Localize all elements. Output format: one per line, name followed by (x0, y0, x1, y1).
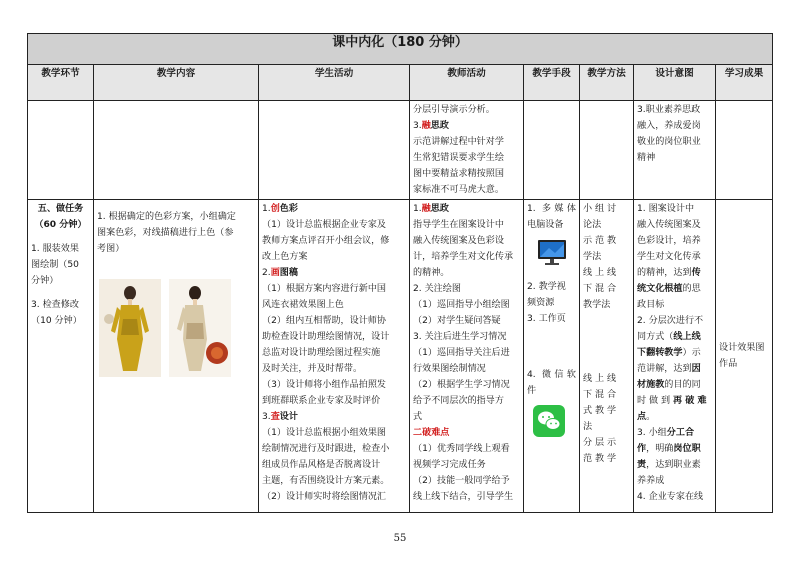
design-text: 政目标 (637, 300, 665, 310)
design-emphasis: 点 (637, 412, 647, 422)
row2-student (259, 200, 410, 513)
method-line: 示 范 教 (583, 236, 617, 246)
method-line: 下 混 合 (583, 284, 617, 294)
stage-item-2: 3. 检查修改 (31, 300, 79, 310)
design-line (637, 425, 712, 441)
lesson-plan-table (27, 33, 773, 513)
design-line (637, 377, 712, 393)
design-line (637, 313, 712, 329)
design-text: 的目的同 (664, 380, 701, 390)
design-line (637, 297, 712, 313)
design-emphasis: 岗位职 (673, 444, 701, 454)
header-method: 教学方法 (580, 65, 634, 101)
design-emphasis: 线上线 (673, 332, 701, 342)
means-line: 频资源 (527, 298, 555, 308)
highlight-char: 画 (270, 268, 280, 278)
method-list-top (583, 201, 630, 313)
design-emphasis: 材施教 (637, 380, 665, 390)
activity-step-title (413, 201, 520, 217)
table-title: 课中内化（180 分钟） (28, 34, 773, 65)
fashion-illustration-image (99, 279, 161, 377)
design-line (637, 473, 712, 489)
activity-line: 给予不同层次的指导方 (413, 396, 504, 406)
design-text: 同方式（ (637, 332, 674, 342)
stage-item-2: （10 分钟） (31, 316, 82, 326)
step-number: 2. (262, 268, 271, 278)
text-line: 融入，养成爱岗 (637, 121, 701, 131)
means-line: 2. 教学视 (527, 282, 566, 292)
design-text: 。 (646, 412, 656, 422)
activity-line: 式 (413, 412, 423, 422)
activity-line: （1）根据方案内容进行新中国 (262, 284, 387, 294)
activity-line: 绘制情况进行及时跟进，检查小 (262, 444, 390, 454)
design-line (637, 393, 712, 409)
content-line: 考图） (97, 244, 125, 254)
design-text: 时 做 到 (637, 396, 673, 406)
row2-teacher (410, 200, 524, 513)
activity-line: 线上线下结合，引导学生 (413, 492, 514, 502)
activity-line: （1）设计总监根据小组效果图 (262, 428, 387, 438)
step-title-text: 设计 (279, 412, 298, 422)
monitor-icon (537, 239, 576, 273)
step-title-text: 思政 (430, 204, 449, 214)
design-line (637, 345, 712, 361)
row2-content (94, 200, 259, 513)
row1-means (524, 101, 580, 200)
design-line (637, 233, 712, 249)
header-design-intent: 设计意图 (634, 65, 716, 101)
activity-line: 视频学习完成任务 (413, 460, 486, 470)
row2-outcome (716, 200, 773, 513)
stage-title: 五、做任务 (37, 204, 84, 214)
activity-line: 组成员作品风格是否脱离设计 (262, 460, 381, 470)
activity-line: （2）技能一般同学给予 (413, 476, 510, 486)
header-content: 教学内容 (94, 65, 259, 101)
design-emphasis: 下翻转教学 (637, 348, 683, 358)
method-line: 线 上 线 (583, 268, 617, 278)
design-text: 色彩设计，培养 (637, 236, 701, 246)
means-line: 3. 工作页 (527, 314, 566, 324)
header-means: 教学手段 (524, 65, 580, 101)
method-line: 小 组 讨 (583, 204, 617, 214)
row1-student (259, 101, 410, 200)
activity-step-title (262, 201, 406, 217)
stage-item-1: 分钟） (31, 276, 59, 286)
activity-line: 风连衣裙效果图上色 (262, 300, 344, 310)
row1-content (94, 101, 259, 200)
activity-line: 指导学生在图案设计中 (413, 220, 504, 230)
design-emphasis: 责 (637, 460, 647, 470)
row1-design (634, 101, 716, 200)
text-line: 敬业的岗位职业 (637, 137, 701, 147)
method-line: 法 (583, 422, 593, 432)
activity-line: （2）根据学生学习情况 (413, 380, 510, 390)
activity-line: （1）巡回指导小组绘图 (413, 300, 510, 310)
design-line (637, 249, 712, 265)
design-line (637, 329, 712, 345)
row2-method (580, 200, 634, 513)
header-teacher-activity: 教师活动 (410, 65, 524, 101)
method-line: 学法 (583, 252, 602, 262)
text-line: 精神 (637, 153, 656, 163)
highlight-char: 融 (421, 121, 431, 131)
design-text: 融入传统图案及 (637, 220, 701, 230)
activity-line: 总监对设计助理绘图过程实施 (262, 348, 381, 358)
step-title-text: 色彩 (279, 204, 298, 214)
design-text: 2. 分层次进行不 (637, 316, 704, 326)
highlight-char: 创 (270, 204, 280, 214)
activity-line: 及时关注，并及时帮带。 (262, 364, 363, 374)
design-line (637, 361, 712, 377)
design-text: 3. 小组 (637, 428, 667, 438)
row1-outcome (716, 101, 773, 200)
text-line: 分层引导演示分析。 (413, 105, 495, 115)
design-text: ，明确 (646, 444, 674, 454)
row1-method (580, 101, 634, 200)
activity-line: 主题，有否围绕设计方案元素。 (262, 476, 390, 486)
activity-line: 计，培养学生对文化传承 (413, 252, 514, 262)
highlight-char: 融 (421, 204, 431, 214)
row1-stage (28, 101, 94, 200)
design-emphasis: 再 破 难 (672, 396, 707, 406)
design-line (637, 489, 712, 505)
activity-line: 3. 关注后进生学习情况 (413, 332, 507, 342)
method-line: 线 上 线 (583, 374, 617, 384)
text-line: 家标准不可马虎大意。 (413, 185, 504, 195)
method-line: 下 混 合 (583, 390, 617, 400)
activity-line: 2. 关注绘图 (413, 284, 461, 294)
step-number: 3. (262, 412, 271, 422)
design-text: ）示 (682, 348, 701, 358)
activity-line: （2）对学生疑问答疑 (413, 316, 501, 326)
activity-line: 行效果图绘制情况 (413, 364, 486, 374)
design-emphasis: 统文化根植 (637, 284, 683, 294)
means-line: 1. 多媒体 (527, 204, 576, 214)
method-line: 范 教 学 (583, 454, 617, 464)
text-line: 生常犯错误要求学生绘 (413, 153, 504, 163)
design-text: 1. 图案设计中 (637, 204, 695, 214)
activity-line: （2）组内互相帮助，设计师协 (262, 316, 387, 326)
design-text: 的思 (682, 284, 701, 294)
method-line: 教学法 (583, 300, 611, 310)
design-text: 4. 企业专家在线 (637, 492, 704, 502)
header-student-activity: 学生活动 (259, 65, 410, 101)
design-emphasis: 作 (637, 444, 647, 454)
design-line (637, 265, 712, 281)
activity-red-title: 二破难点 (413, 428, 450, 438)
activity-line: 到班群联系企业专家及时评价 (262, 396, 381, 406)
step-number: 1. (413, 204, 422, 214)
design-text: 范讲解，达到 (637, 364, 692, 374)
activity-step-title (262, 409, 406, 425)
design-line (637, 441, 712, 457)
activity-line: （1）设计总监根据企业专家及 (262, 220, 387, 230)
means-line: 4. 微信软 (527, 370, 576, 380)
text-line: 3.职业素养思政 (637, 105, 701, 115)
design-text: 学生对文化传承 (637, 252, 701, 262)
activity-line: 改上色方案 (262, 252, 308, 262)
stage-item-1: 1. 服装效果 (31, 244, 79, 254)
stage-item-1: 图绘制（50 (31, 260, 79, 270)
page-number: 55 (393, 533, 407, 544)
design-line (637, 201, 712, 217)
outcome-line: 设计效果图 (719, 343, 765, 353)
header-stage: 教学环节 (28, 65, 94, 101)
content-line: 图案色彩，对线描稿进行上色（参 (97, 228, 234, 238)
method-line: 分 层 示 (583, 438, 617, 448)
method-list-bottom (583, 371, 630, 467)
activity-line: （1）巡回指导关注后进 (413, 348, 510, 358)
design-text: 的精神，达到 (637, 268, 692, 278)
header-row (28, 65, 773, 101)
activity-line: （3）设计师将小组作品拍照发 (262, 380, 387, 390)
stage-duration: （60 分钟） (34, 220, 87, 230)
step-title-text: 图稿 (279, 268, 298, 278)
fashion-illustration-image (169, 279, 231, 377)
highlight-char: 查 (270, 412, 280, 422)
student-activity-list (262, 201, 406, 505)
activity-step-title (262, 265, 406, 281)
row1-teacher (410, 101, 524, 200)
row2-design (634, 200, 716, 513)
outcome-line: 作品 (719, 359, 738, 369)
design-intent-list (637, 201, 712, 505)
step-number: 1. (262, 204, 271, 214)
activity-line: （1）优秀同学线上观看 (413, 444, 510, 454)
method-line: 式 教 学 (583, 406, 617, 416)
text-line: 3.融思政 (413, 121, 449, 131)
design-line (637, 281, 712, 297)
design-line (637, 217, 712, 233)
header-outcome: 学习成果 (716, 65, 773, 101)
means-line: 件 (527, 386, 537, 396)
design-emphasis: 因 (691, 364, 701, 374)
design-emphasis: 传 (691, 268, 701, 278)
method-line: 论法 (583, 220, 602, 230)
table-row (28, 101, 773, 200)
design-line (637, 409, 712, 425)
activity-line: 的精神。 (413, 268, 450, 278)
activity-line: 融入传统图案及色彩设 (413, 236, 504, 246)
text-line: 图中要精益求精按照国 (413, 169, 504, 179)
row2-stage (28, 200, 94, 513)
design-emphasis: 分工合 (666, 428, 695, 438)
activity-line: 助检查设计助理绘图情况，设计 (262, 332, 390, 342)
activity-line: 教师方案点评召开小组会议，修 (262, 236, 390, 246)
means-line: 电脑设备 (527, 220, 564, 230)
row2-means (524, 200, 580, 513)
text-line: 示范讲解过程中针对学 (413, 137, 504, 147)
design-line (637, 457, 712, 473)
reference-images (99, 279, 255, 377)
design-text: 养养成 (637, 476, 665, 486)
teacher-activity-list (413, 201, 520, 505)
content-line: 1. 根据确定的色彩方案，小组确定 (97, 212, 236, 222)
activity-line: （2）设计师实时将绘图情况汇 (262, 492, 387, 502)
design-text: ，达到职业素 (646, 460, 701, 470)
table-row (28, 200, 773, 513)
wechat-icon (533, 405, 576, 443)
